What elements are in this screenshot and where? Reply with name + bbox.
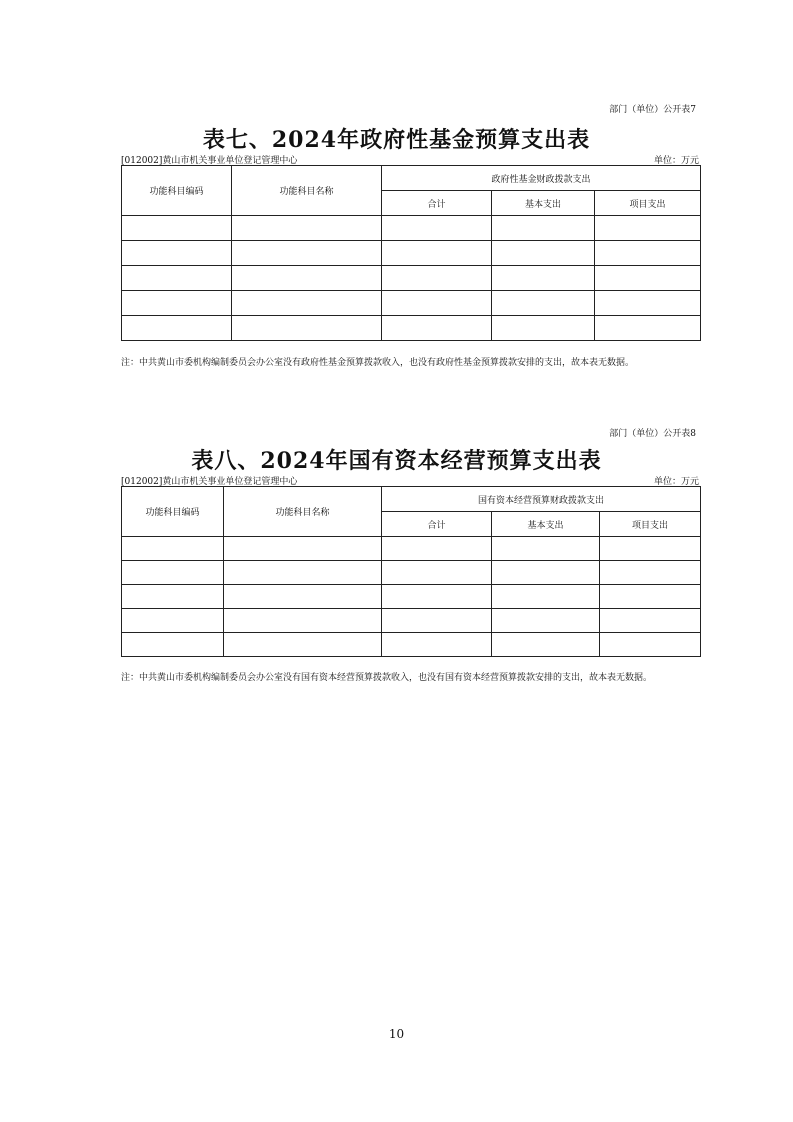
table-cell (600, 537, 701, 561)
table-cell (122, 537, 224, 561)
table8-header-row-1 (122, 487, 701, 512)
table-row (122, 537, 701, 561)
table8-title: 表八、2024年国有资本经营预算支出表 (191, 448, 602, 474)
table-cell (224, 537, 382, 561)
table-cell (600, 633, 701, 657)
table-cell (122, 633, 224, 657)
table-cell (595, 266, 701, 291)
table-cell (232, 216, 382, 241)
table-cell (600, 585, 701, 609)
page-number: 10 (388, 1027, 405, 1041)
table-cell (492, 316, 595, 341)
table-cell (382, 609, 492, 633)
table8-header-total: 合计 (382, 512, 492, 537)
table-cell (382, 266, 492, 291)
table-row (122, 266, 701, 291)
table8-header-group: 国有资本经营预算财政拨款支出 (382, 487, 701, 512)
table7-header-code: 功能科目编码 (122, 166, 232, 216)
table7-header-name: 功能科目名称 (232, 166, 382, 216)
table-cell (595, 316, 701, 341)
table8 (121, 486, 701, 657)
table-cell (224, 561, 382, 585)
table8-header-name: 功能科目名称 (224, 487, 382, 537)
table-cell (382, 291, 492, 316)
table-cell (492, 633, 600, 657)
table-cell (492, 561, 600, 585)
table-cell (492, 609, 600, 633)
table7-unit: 单位：万元 (653, 156, 699, 166)
table7-tag: 部门（单位）公开表7 (609, 105, 696, 115)
table-cell (232, 241, 382, 266)
table-cell (595, 241, 701, 266)
table8-unit: 单位：万元 (653, 477, 699, 487)
table-cell (382, 585, 492, 609)
table-cell (382, 241, 492, 266)
table-row (122, 241, 701, 266)
table-row (122, 316, 701, 341)
table-cell (595, 216, 701, 241)
table-cell (232, 316, 382, 341)
table7-header-basic: 基本支出 (492, 191, 595, 216)
table8-header-code: 功能科目编码 (122, 487, 224, 537)
table-cell (382, 537, 492, 561)
table-cell (492, 291, 595, 316)
table7-title: 表七、2024年政府性基金预算支出表 (202, 127, 591, 153)
table-row (122, 609, 701, 633)
table-cell (122, 585, 224, 609)
table7-header-project: 项目支出 (595, 191, 701, 216)
table-cell (595, 291, 701, 316)
table-cell (600, 609, 701, 633)
table8-tag: 部门（单位）公开表8 (609, 429, 696, 439)
table-cell (122, 266, 232, 291)
table-cell (382, 216, 492, 241)
table8-header-basic: 基本支出 (492, 512, 600, 537)
table-cell (382, 633, 492, 657)
table-row (122, 291, 701, 316)
table-cell (122, 291, 232, 316)
table-row (122, 216, 701, 241)
table8-header-project: 项目支出 (600, 512, 701, 537)
table7-header-group: 政府性基金财政拨款支出 (382, 166, 701, 191)
table-cell (122, 241, 232, 266)
table-cell (492, 216, 595, 241)
table-cell (382, 561, 492, 585)
table-cell (492, 266, 595, 291)
table7 (121, 165, 701, 341)
table-cell (224, 609, 382, 633)
table7-note: 注：中共黄山市委机构编制委员会办公室没有政府性基金预算拨款收入，也没有政府性基金预算拨款安排的支出，故本表无数据。 (121, 358, 635, 368)
table-cell (382, 316, 492, 341)
table-cell (224, 633, 382, 657)
table7-header-row-1 (122, 166, 701, 191)
table-cell (122, 609, 224, 633)
table-cell (122, 561, 224, 585)
table-cell (232, 266, 382, 291)
table-cell (492, 241, 595, 266)
table-cell (492, 585, 600, 609)
table-row (122, 561, 701, 585)
table-cell (122, 316, 232, 341)
table8-org: [012002]黄山市机关事业单位登记管理中心 (121, 477, 298, 487)
table7-org: [012002]黄山市机关事业单位登记管理中心 (121, 156, 298, 166)
table-cell (122, 216, 232, 241)
table-cell (492, 537, 600, 561)
table8-note: 注：中共黄山市委机构编制委员会办公室没有国有资本经营预算拨款收入，也没有国有资本经营预算拨款安排的支出，故本表无数据。 (121, 673, 653, 683)
table-cell (224, 585, 382, 609)
table-row (122, 633, 701, 657)
table-cell (600, 561, 701, 585)
table7-header-total: 合计 (382, 191, 492, 216)
table-row (122, 585, 701, 609)
table-cell (232, 291, 382, 316)
